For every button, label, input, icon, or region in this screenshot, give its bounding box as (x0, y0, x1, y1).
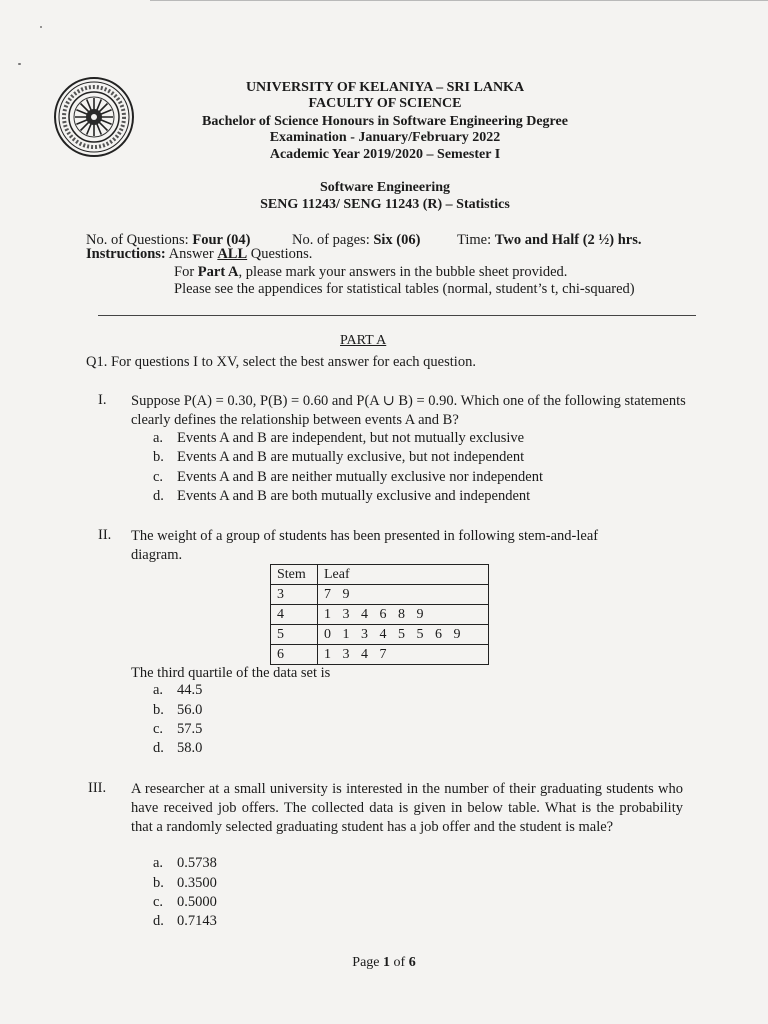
option-letter: b. (153, 702, 164, 718)
leaf-digit: 9 (342, 586, 350, 602)
stem-cell: 3 (271, 585, 318, 605)
leaf-digit: 4 (379, 626, 387, 642)
university-name: UNIVERSITY OF KELANIYA – SRI LANKA (245, 80, 525, 95)
page-current: 1 (383, 955, 391, 970)
instructions-part-a (174, 263, 567, 281)
leaf-digit: 6 (435, 626, 442, 642)
page-number (0, 955, 768, 971)
leaf-digit: 7 (379, 646, 387, 662)
leaf-digit: 3 (342, 646, 350, 662)
scan-edge-line (150, 0, 768, 1)
page-total: 6 (408, 955, 416, 970)
divider-line (98, 315, 696, 316)
leaf-cell (318, 645, 489, 665)
stem-leaf-table (270, 564, 489, 665)
leaf-digit: 1 (342, 626, 350, 642)
leaf-digit: 9 (453, 626, 461, 642)
scan-speck (40, 26, 42, 28)
option-text: 0.5738 (177, 855, 217, 871)
leaf-digit: 1 (324, 646, 331, 662)
option-letter: c. (153, 721, 164, 737)
instructions-text-pre: Answer (168, 246, 214, 262)
answer-option (153, 469, 543, 486)
instr-line2-bold: Part A (197, 264, 239, 280)
option-letter: d. (153, 740, 164, 756)
exam-time (457, 231, 642, 249)
leaf-digit: 9 (416, 606, 424, 622)
table-header: Leaf (318, 565, 489, 585)
stem-cell: 4 (271, 605, 318, 625)
answer-option (153, 875, 217, 892)
academic-year: Academic Year 2019/2020 – Semester I (269, 147, 501, 162)
degree-name: Bachelor of Science Honours in Software Engineering Degree (202, 114, 568, 129)
answer-option (153, 430, 524, 447)
leaf-digit: 1 (324, 606, 331, 622)
question-text: Suppose P(A) = 0.30, P(B) = 0.60 and P(A ∪ B) = 0.90. Which one of the following statements clearly defines the relationship between events A and B? (131, 393, 686, 428)
option-text: Events A and B are mutually exclusive, but not independent (177, 449, 525, 465)
num-questions-label: No. of Questions: (86, 232, 189, 248)
leaf-digit: 7 (324, 586, 331, 602)
instr-line2-post: , please mark your answers in the bubble sheet provided. (238, 264, 568, 280)
answer-option (153, 702, 202, 719)
option-letter: c. (153, 469, 164, 485)
leaf-digit: 5 (416, 626, 424, 642)
table-header-row (271, 565, 489, 585)
leaf-digit: 3 (342, 606, 350, 622)
leaf-cell (318, 605, 489, 625)
option-text: 57.5 (177, 721, 203, 737)
subject-title: Software Engineering (319, 180, 450, 195)
num-pages-value: Six (06) (373, 232, 421, 248)
question-number: I. (98, 392, 107, 408)
option-text: Events A and B are both mutually exclusive and independent (177, 488, 531, 504)
answer-option (153, 740, 202, 757)
leaf-digit: 0 (324, 626, 331, 642)
instr-line2-pre: For (174, 264, 195, 280)
answer-option (153, 682, 202, 699)
instructions-all: ALL (217, 246, 248, 262)
time-label: Time: (457, 232, 492, 248)
q1-intro: Q1. For questions I to XV, select the best answer for each question. (86, 354, 476, 370)
answer-option (153, 855, 217, 872)
instructions (86, 245, 312, 263)
page-number-pre: Page (352, 955, 384, 970)
exam-title: Examination - January/February 2022 (269, 130, 501, 145)
leaf-digit: 4 (361, 606, 368, 622)
option-letter: c. (153, 894, 164, 910)
leaf-digit: 5 (398, 626, 405, 642)
answer-option (153, 913, 217, 930)
option-text: 58.0 (177, 740, 203, 756)
course-code: SENG 11243/ SENG 11243 (R) – Statistics (260, 197, 510, 212)
table-header: Stem (271, 565, 318, 585)
option-letter: b. (153, 875, 164, 891)
num-questions-value: Four (04) (192, 232, 251, 248)
question-number: II. (98, 527, 112, 543)
option-text: 0.7143 (177, 913, 217, 929)
option-text: 0.3500 (177, 875, 217, 891)
table-row (271, 605, 489, 625)
instructions-appendices: Please see the appendices for statistical tables (normal, student’s t, chi-squared) (174, 281, 635, 297)
table-row (271, 585, 489, 605)
question-text: A researcher at a small university is interested in the number of their graduating students who have received job offers. The collected data is given in below table. What is the probability that a randomly selected graduating student has a job offer and the student is male? (131, 781, 683, 835)
option-letter: a. (153, 855, 164, 871)
answer-option (153, 721, 202, 738)
option-letter: d. (153, 488, 164, 504)
option-letter: a. (153, 430, 164, 446)
option-letter: a. (153, 682, 164, 698)
time-value: Two and Half (2 ½) hrs. (494, 232, 642, 248)
table-row (271, 625, 489, 645)
answer-option (153, 488, 530, 505)
leaf-digit: 6 (379, 606, 387, 622)
option-text: Events A and B are neither mutually exclusive nor independent (177, 469, 544, 485)
leaf-digit: 8 (398, 606, 405, 622)
leaf-digit: 4 (361, 646, 368, 662)
leaf-cell (318, 625, 489, 645)
num-pages-label: No. of pages: (292, 232, 370, 248)
option-letter: b. (153, 449, 164, 465)
question-followup: The third quartile of the data set is (131, 665, 331, 681)
answer-option (153, 894, 217, 911)
answer-option (153, 449, 524, 466)
leaf-cell (318, 585, 489, 605)
leaf-digit: 3 (361, 626, 368, 642)
question-text: The weight of a group of students has been presented in following stem-and-leaf diagram. (131, 528, 599, 563)
question-number: III. (88, 780, 107, 796)
stem-cell: 5 (271, 625, 318, 645)
table-row (271, 645, 489, 665)
faculty-name: FACULTY OF SCIENCE (308, 96, 462, 111)
option-text: Events A and B are independent, but not mutually exclusive (177, 430, 525, 446)
stem-cell: 6 (271, 645, 318, 665)
option-text: 44.5 (177, 682, 203, 698)
page-number-mid: of (390, 955, 409, 970)
instructions-text-post: Questions. (250, 246, 313, 262)
instructions-label: Instructions: (86, 246, 166, 262)
option-text: 56.0 (177, 702, 203, 718)
scan-speck (18, 63, 21, 65)
option-text: 0.5000 (177, 894, 217, 910)
option-letter: d. (153, 913, 164, 929)
part-title: PART A (340, 333, 387, 348)
